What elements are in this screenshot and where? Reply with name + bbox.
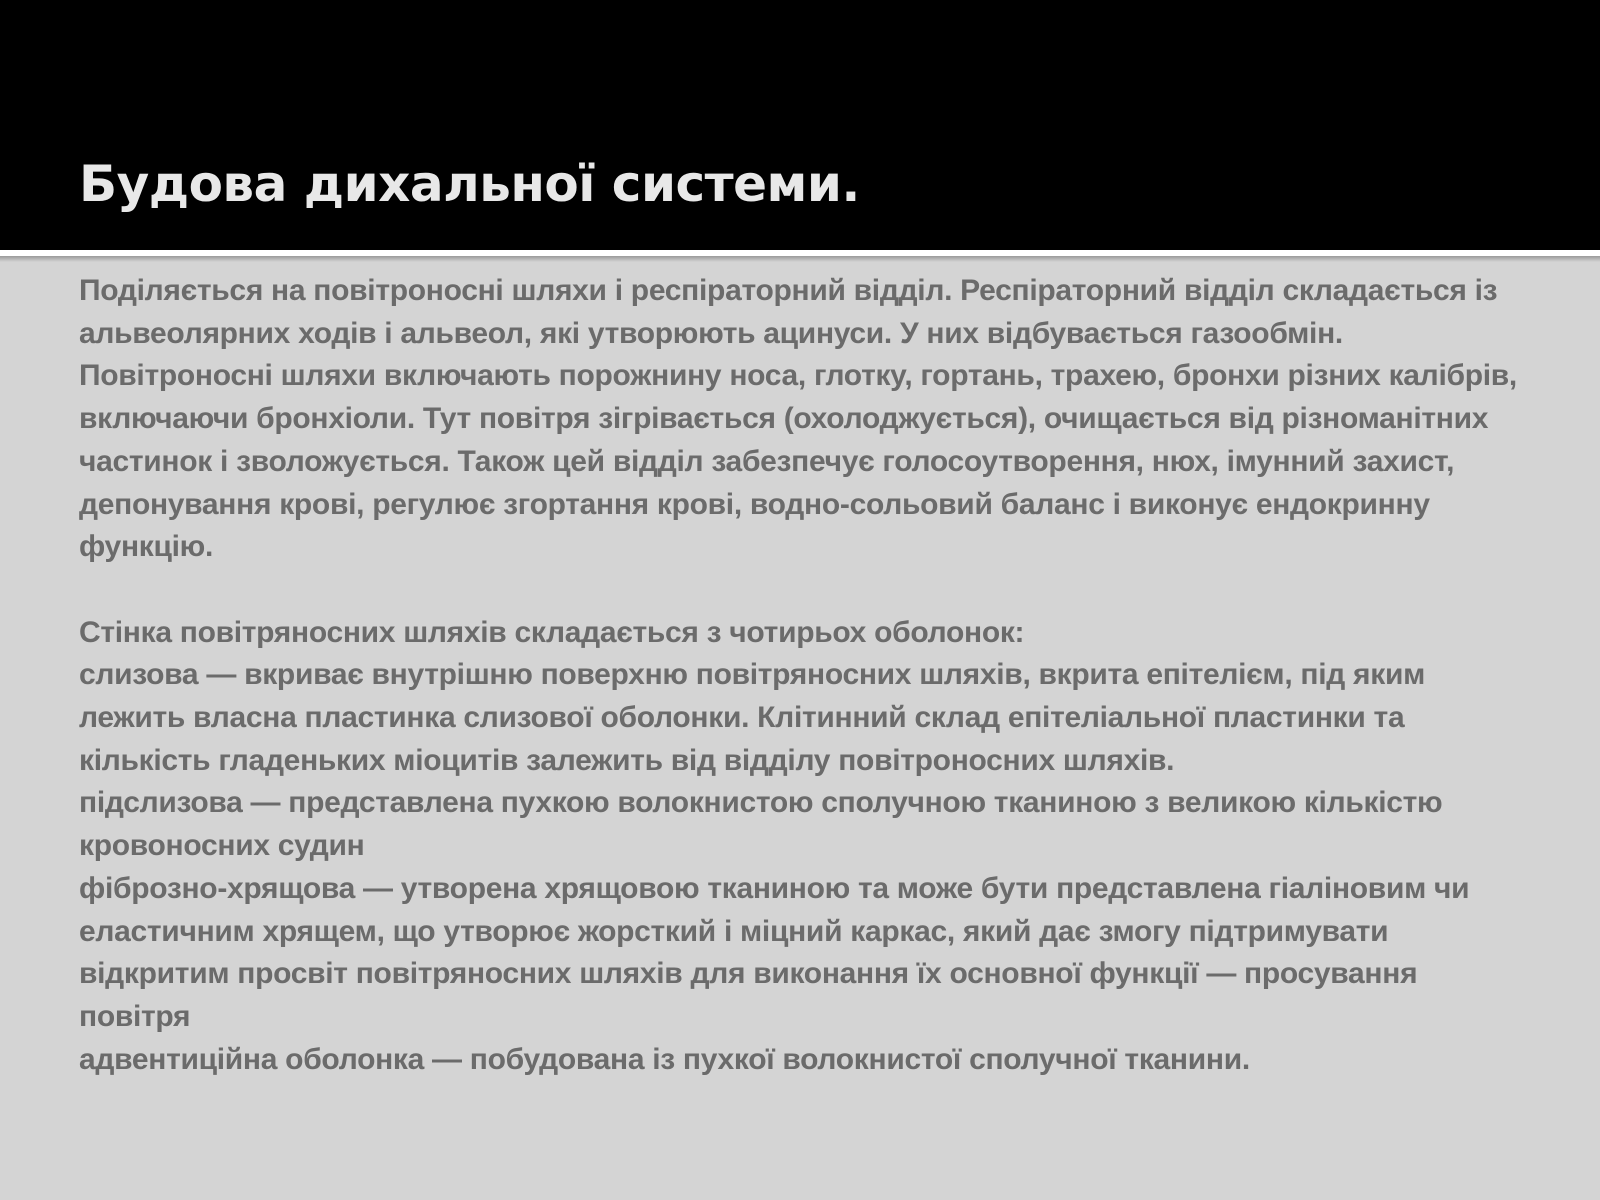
title-divider-shadow — [0, 256, 1600, 262]
slide-body — [79, 270, 1519, 1081]
paragraph-overview: Поділяється на повітроносні шляхи і респіраторний відділ. Респіраторний відділ складається із альвеолярних ходів і альвеол, які утворюють ацинуси. У них відбувається газообмін. Повітроносні шляхи включають порожнину носа, глотку, гортань, трахею, бронхи різних калібрів, включаючи бронхіоли. Тут повітря зігрівається (охолоджується), очищається від різноманітних частинок і зволожується. Також цей відділ забезпечує голосоутворення, нюх, імунний захист, депонування крові, регулює згортання крові, водно-сольовий баланс і виконує ендокринну функцію. — [79, 274, 1517, 564]
paragraph-wall-intro: Стінка повітряносних шляхів складається з чотирьох оболонок: — [79, 615, 1025, 649]
paragraph-adventitia: адвентиційна оболонка — побудована із пухкої волокнистої сполучної тканини. — [79, 1042, 1250, 1076]
paragraph-fibrocartilaginous: фіброзно-хрящова — утворена хрящовою тканиною та може бути представлена гіаліновим чи еластичним хрящем, що утворює жорсткий і міцний каркас, який дає змогу підтримувати відкритим просвіт повітряносних шляхів для виконання їх основної функції — просування повітря — [79, 871, 1470, 1033]
paragraph-spacer — [79, 569, 1519, 612]
paragraph-submucosa: підслизова — представлена пухкою волокнистою сполучною тканиною з великою кількістю кровоносних судин — [79, 786, 1443, 863]
slide-title: Будова дихальної системи. — [79, 155, 860, 213]
paragraph-mucosa: слизова — вкриває внутрішню поверхню повітряносних шляхів, вкрита епітелієм, під яким лежить власна пластинка слизової оболонки. Клітинний склад епітеліальної пластинки та кількість гладеньких міоцитів залежить від відділу повітроносних шляхів. — [79, 658, 1425, 777]
